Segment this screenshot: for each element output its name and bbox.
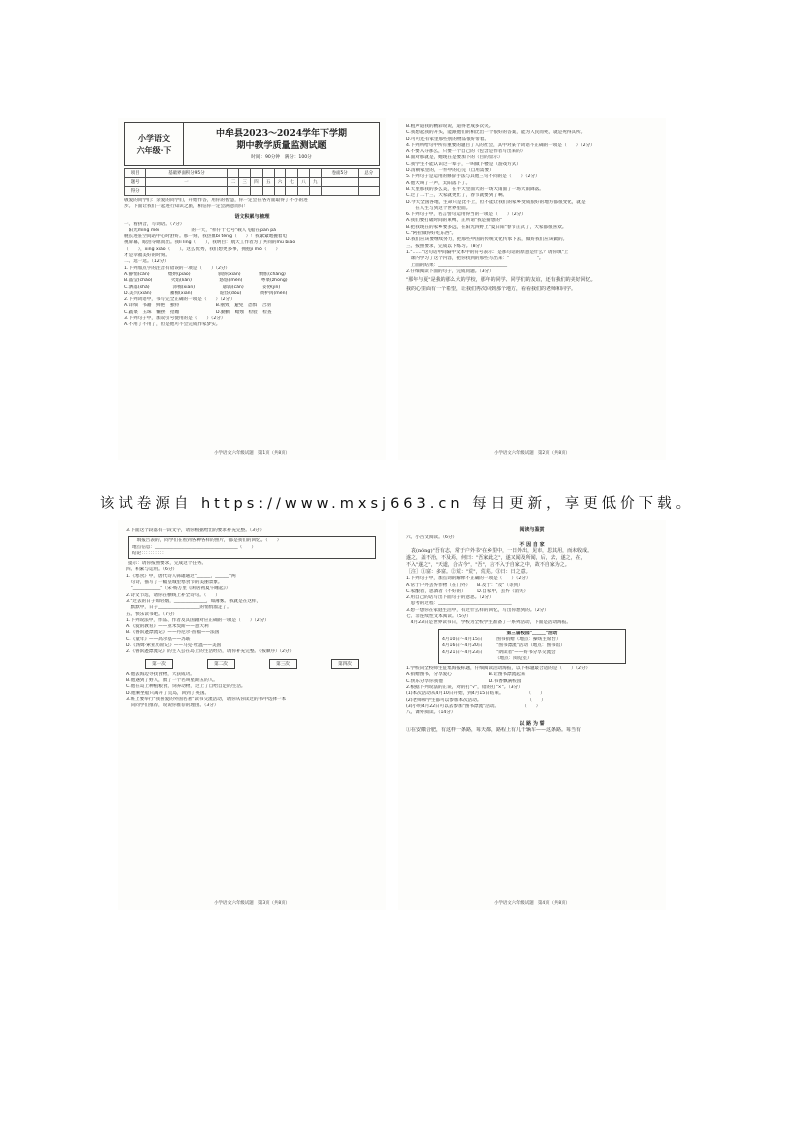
text-line: C.蔬菜 玉珠 懒摆 招媚 D.勤勤 蜡烛 检验 检查 (124, 309, 272, 315)
question-block (398, 118, 666, 275)
text-line: A.他去海边寻找食物，大获成功。 (126, 671, 195, 677)
score-cell (309, 187, 321, 196)
text-line: D.我们应该要继续努力，把那些中国的传统文化传承下去，做好我们应该做的。 (406, 237, 568, 243)
step-box: 第三次 (269, 659, 297, 669)
grade-label: 六年级·下 (136, 145, 172, 155)
text-line: B.天里那我的多么美，在半天里面大的一场大雨面了一场大雨降落。 (406, 186, 544, 192)
text-line: 3.想一想你在家庭生活中，有过什么样的回忆，写出你想到的。（2分） (406, 607, 549, 613)
score-cell: 五 (262, 178, 274, 187)
text-line: 遂之，盖不治，不及焉，何曰："吾家此之"，遂又闻及所闻，后，去，遂之，在， (406, 555, 586, 562)
text-line: A.我们要打破时间的束缚，正所谓"我是猜想的" (406, 218, 503, 224)
text-line: A.常于户外丢弃作物（在门外） B.及于："及"（等到） (406, 582, 523, 588)
score-cell (321, 178, 358, 187)
text-line: D.他乘坐船只离开了荒岛，回到了英国。 (126, 690, 210, 696)
question-block (398, 576, 666, 626)
text-line: 句诗，描写了一幅皇城里寒食节的美丽景象。 (126, 580, 223, 586)
score-cell (227, 187, 239, 196)
text-line: 八、课外阅读。（14分） (406, 710, 456, 716)
text-line: (1)本次活动从4月10日开始，到4月15日结束。 （ ） (406, 691, 545, 697)
text-line: 填报告表的，同学们在看到各种各样的照片，都是我们的回忆。（ ） (132, 538, 282, 544)
subject-label: 小学语文 (138, 133, 170, 143)
text-line: 上面的结果：______________________________ (406, 262, 508, 268)
text-line: 3.下面这个段落有一段文字，请你根据给出的要求补充完整。（3分） (126, 528, 265, 533)
text-line: C.他在岛上种植粮食，饲养动物，过上了自给自足的生活。 (126, 684, 246, 690)
step-box: 第一次 (145, 659, 173, 669)
text-line: 一、看拼音，写词语。（7分） (124, 221, 185, 227)
text-line: 2.用自己的话写出下面句子的意思。（2分） (406, 595, 494, 601)
text-line: 阳光míng mèi 的一天，"祥仔十七号"载人飞船在pān pá (124, 227, 276, 233)
score-cell (262, 187, 274, 196)
text-line: A.静悄(càn) 煨烘(piāo) 驯骄(xiān) 惆怅(chàng) (124, 271, 286, 277)
score-cell: 九 (309, 178, 321, 187)
classical-title: 不 因 自 家 (519, 542, 545, 549)
score-cell (262, 169, 274, 178)
page-footer: 小学语文六年级试题 第3页（共8页） (214, 901, 290, 906)
score-cell: 总分 (358, 169, 379, 178)
text-line: 地点信息：____________________________________（ ） (132, 544, 257, 550)
text-line: 视屏幕，眼泪夺眶而出。我lì lìng（ ），我明白：航天工作者为了共同的mù biāo (124, 240, 296, 246)
score-cell: 题号 (125, 178, 146, 187)
text-line: D.可可还有家里那些别的物品很好带着。 (406, 136, 490, 142)
score-cell (251, 187, 263, 196)
handwritten-passage: 我的心里面有一个希望，让我们再次回到那个地方，看看我们的老师和同学。 (406, 286, 577, 293)
score-cell (274, 169, 286, 178)
text-line: （地点：阅览室） (442, 655, 532, 661)
question-block (118, 222, 386, 329)
score-cell (286, 187, 298, 196)
text-line: B.粗声道我的精彩说说，道得老成多次笑。 (406, 124, 494, 129)
score-cell (286, 169, 298, 178)
text-line: C."阿拉做得好吃东西"。 (406, 231, 457, 237)
source-notice: 该试卷源自 https://www.mxsj663.cn 每日更新，享更低价下载。 (99, 496, 695, 512)
question-block (118, 567, 386, 655)
text-line: B.把我现在的家乡要多远，在阳光四野上"夏日阳"春节正式了，大家都很喜欢。 (406, 224, 567, 230)
score-cell (298, 169, 310, 178)
poster-title: 第三届校园"______"活动 (506, 630, 558, 636)
sequence-steps (128, 659, 376, 669)
handwritten-passage: ①在安徽合肥，有这样一条路，每天都，路程上有几千辆车——这条路。每当有 (406, 726, 582, 733)
score-cell: 八 (298, 178, 310, 187)
text-line: 默默中，日子__________________的悄悄溜走了。 (126, 605, 232, 611)
text-line: (3)小明4月22日可以去参加"图书漂流"活动。 （ ） (406, 703, 541, 709)
reading-title: 以 路 为 誓 (519, 720, 545, 727)
text-line: 3."过去的日子如轻烟，______________，如薄雾。我就是在这样， (126, 598, 262, 604)
text-line: 七、非连续性文本阅读。（5分） (406, 614, 471, 620)
exam-page-2 (398, 118, 666, 460)
score-cell (358, 187, 379, 196)
text-line: 在人生与到这个世界里面。 (406, 205, 471, 211)
text-line: C.洒落(shǎ) 沛棉(xiān) 孱弱(càn) 妥协(jìn) (124, 284, 281, 290)
text-line: 向同学们推荐，说说你推荐的理由。（3分） (126, 703, 219, 709)
text-line: D.今天全国各地，生命只是比不上，但不能让我们的家乡变成很好的地方都很变化，就是 (406, 199, 586, 205)
score-cell: 七 (286, 178, 298, 187)
question-block (118, 672, 386, 710)
score-cell: 项目 (125, 169, 146, 178)
text-line: 4月23日是世界读书日，学校为全校学生准备了一系列活动，下面是活动海报。 (406, 620, 571, 626)
text-line: 3.班上要举行"我喜爱的外国名著"读书交流活动，请你从你读过的书中选择一本 (126, 696, 287, 702)
text-line: 结论：：：：：：：：：： (132, 550, 167, 556)
text-line: 袁(nóng)"吾有志，常于户外书"在乡里中，一日外出，见市，思其用，而未收成。 (406, 548, 593, 555)
text-line: B.《鲁滨逊漂流记》——丹尼尔·笛福——法国 (126, 630, 220, 636)
question-block (118, 520, 386, 534)
text-line: 五、快乐读书吧。（7分） (126, 611, 178, 617)
text-line: 二、选一选。（12分） (124, 259, 169, 265)
text-line: A.不要入夺那么，只要一个自己的（包含是作者写出来的） (406, 149, 526, 155)
exam-page-3 (118, 520, 386, 910)
text-line: B.面对那就是，她现在是要加下的（目的显示） (406, 155, 503, 161)
score-cell: 二 (227, 178, 239, 187)
text-line: 3.下列句子中，加双引号使用的是（ ）（2分） (124, 316, 226, 322)
score-table (124, 168, 380, 196)
score-cell (298, 187, 310, 196)
text-line: "____________"（宋·杨万里《闲居初夏午睡起》） (126, 586, 231, 592)
section-title: 阅读与鉴赏 (519, 527, 545, 533)
page-footer: 小学语文六年级试题 第4页（共8页） (494, 901, 570, 906)
score-cell (239, 187, 251, 196)
text-line: 2.仔细阅读下面的句子，完成问题。（3分） (406, 268, 494, 274)
text-line: 4月10日～4月15日 图书捐赠（地点：操场主席台） (442, 636, 561, 642)
page-footer: 小学语文六年级试题 第2页（共8页） (494, 451, 570, 456)
score-cell: 得分 (125, 187, 146, 196)
text-line: 课内学习了这个内容，把你找到的那些写出来：" "。 (406, 256, 544, 262)
score-cell (239, 169, 251, 178)
score-cell (274, 187, 286, 196)
score-cell (227, 169, 239, 178)
score-cell (358, 178, 379, 187)
text-line: A.捐赠图书，分享爱心 B.让图书漂流起来 (406, 672, 526, 678)
score-cell: 基础界面积分95分 (146, 169, 227, 178)
text-line: 才是幸福美好的时刻。 (124, 253, 170, 259)
step-box: 第二次 (207, 659, 235, 669)
text-line: 6.下列句子中，名言警句运用得当的一项是（ ）（2分） (406, 212, 526, 218)
text-line: A.详细 书籍 鲜艳 独特 B.丽致 避免 恐惧 合羽 (124, 303, 271, 309)
classical-text (398, 548, 666, 576)
text-line: B.他遇到了野人，救了一个名叫星期五的人。 (126, 677, 218, 683)
text-line: A.不用了不用了，但是他可不会完成作家梦实。 (124, 322, 221, 328)
text-line: 1.下列加点字的注音有错误的一项是（ ）（2分） (124, 265, 231, 271)
text-line: 2.诗文节选，请你在横线上补全诗句。（ ） (126, 592, 220, 598)
text-line: C.快乐分享你我他 D.书香飘满校园 (406, 678, 522, 684)
text-line: 5.下列句子是运用的修辞手法与其他三句不同的是（ ）（2分） (406, 174, 540, 180)
text-line: 1.学校向全校师生征集海报标题，仔细阅读活动海报，以下标题最合适的是（ ）（2分） (406, 666, 591, 672)
text-line: D.美兴(xiàn) 蓄棉(xiān) 诡怪(dòu) 黄栌肉(mén) (124, 290, 288, 296)
text-line: D.清朝家里的，一件中的心完（自用需要） (406, 168, 494, 174)
score-cell: 一 (146, 178, 227, 187)
task-box (128, 536, 376, 559)
score-cell (321, 187, 358, 196)
text-line: 三、按照要求，完成以下练习。（8分） (406, 243, 485, 249)
exam-time: 时间：90分钟 满分：100分 (251, 155, 312, 160)
handwritten-passage: "那年与夏"是我的那么大的学校，那年的同学、同学们的友谊，还有我们的美好回忆。 (406, 277, 596, 284)
score-cell: 六 (274, 178, 286, 187)
text-line: C.《童年》——高尔基——苏联 (126, 636, 191, 642)
text-line: 不入"遂之"，"天道，合古今"，"吾"，言不入于自家之中，故不自家为之。 (406, 562, 570, 569)
text-line: 2.《鲁滨逊漂流记》的主人公在岛上的生活经历，请你补充完整。（按顺序）（2分） (126, 649, 295, 655)
score-cell (146, 187, 227, 196)
subject-box (125, 123, 184, 165)
score-cell (251, 169, 263, 178)
exam-title-line2: 期中教学质量监测试题 (236, 141, 327, 151)
activity-poster (438, 629, 626, 664)
text-line: 2.根据下列说法的正误，对的打"√"，错的打"×"。（3分） (406, 685, 523, 691)
text-line: 1.下列句子中，加点词的解释不正确的一项是（ ）（2分） (406, 576, 531, 582)
text-line: C.我学生不能认识过一辈子，一叫做下楼是（游戏方式） (406, 161, 521, 167)
text-line: 4.下列所给句中所有重要的题目了人的社会，其中对某个词语不正确的一项是（ ）（2分） (406, 142, 595, 148)
page-footer: 小学语文六年级试题 第1页（共8页） (214, 451, 290, 456)
text-line: B.晶莹(cháo) 火焰(lián) 悠悠(mèn) 粤菜(zhōng) (124, 278, 288, 284)
exam-page-1 (118, 118, 386, 460)
text-line: 六、小古文阅读。（6分） (406, 535, 458, 540)
text-line: A.他大叫了一声，太阳落下了。 (406, 180, 471, 186)
text-line: 2.下列词语中，书写完全正确的一项是（ ）（2分） (124, 297, 235, 303)
section-title: 语文积累与梳理 (234, 213, 270, 220)
text-line: 1.下列说法中，作品、作者及其国籍对应正确的一项是（ ）（2分） (126, 617, 269, 623)
exam-title-line1: 中牟县2023～2024学年下学期 (215, 129, 348, 139)
score-cell: 三 (239, 178, 251, 187)
text-line: C.家酿者，思酒者（不好的） D.自家中，丢弃（消失） (406, 588, 529, 594)
text-line: D.《汤姆·索亚历险记》——马克·吐温——美国 (126, 643, 222, 649)
text-line: C.过了二十三，大家就更忙了，春节就要到了啊。 (406, 193, 508, 199)
exam-page-4 (398, 520, 666, 910)
text-line: 1.《寒食》中，唐代诗人韩翃通过"______，______"两 (126, 573, 236, 579)
text-line: 四、积累与运用。（6分） (126, 567, 178, 573)
text-line: 舰长进驻空间站中心时舒好。那一刻，我热血bì téng（ ）！我紧紧地握着电 (124, 234, 288, 240)
score-cell (309, 169, 321, 178)
exam-header (124, 122, 380, 166)
text-line: A.《爱的教育》——亚米契斯——意大利 (126, 624, 209, 630)
step-box: 第四次 (331, 659, 359, 669)
text-line: C.我想起我的开头，能跟他们的相比出一个很好的答案，能为人民而死，就是死得其所。 (406, 130, 586, 136)
text-line: ［注］①富：多富。②荒："荒"，荒芜。③日：日之意。 (406, 569, 531, 576)
task-hint: 提示：请你按照要求，完成这个任务。 (128, 561, 207, 567)
intro-line: 敬爱的同学们：亲爱的同学们，开始作答，用你的智慧，你一定会在各方面取得了不小的进 (124, 198, 308, 203)
text-line: 4月16日～4月20日 "图书漂流"活动（地点：图书馆） (442, 643, 565, 649)
text-line: (2)老师和学生都可以参加本次活动。 （ ） (406, 697, 546, 703)
text-line: 思考的过程：________________________________ (406, 601, 512, 607)
intro-line: 步。下面让我们一起进行知识之旅，相信你一定会满意而归！ (124, 204, 249, 210)
text-line: 1."……"这句话中间隔中文本中的符号表示：是那句话的原意是什么？请你填"上 (406, 249, 569, 255)
question-block (398, 666, 666, 716)
score-cell: 卷面5分 (321, 169, 358, 178)
score-cell: 四 (251, 178, 263, 187)
text-line: （ ），xīng xiào（ ）。这么优秀，我们想更多事，拥抱jì mó（ ） (124, 246, 281, 252)
text-line: 4月21日～4月23日 "朗读者"——好书分享交流会 (442, 649, 556, 655)
